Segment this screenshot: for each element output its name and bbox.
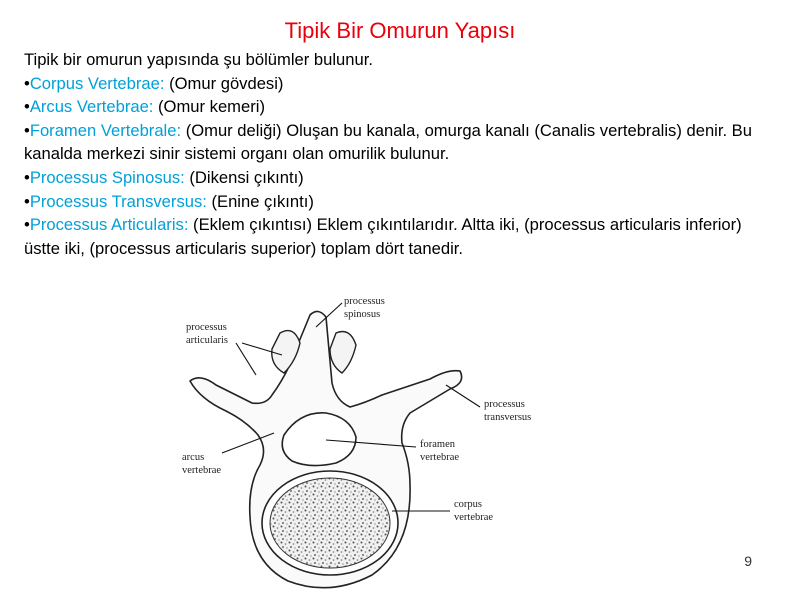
slide-title: Tipik Bir Omurun Yapısı — [284, 18, 516, 43]
label-arcus-1: arcus — [182, 452, 205, 463]
label-foramen-2: vertebrae — [420, 452, 460, 463]
term-articularis: Processus Articularis: — [29, 215, 189, 235]
label-corpus-2: vertebrae — [454, 512, 494, 523]
desc-spinosus: (Dikensi çıkıntı) — [184, 167, 304, 187]
list-item — [24, 166, 764, 190]
desc-foramen: (Omur deliği) Oluşan bu kanala, omurga kanalı (Canalis vertebralis) denir. Bu kanalda merkezi sinir sistemi organı olan omurilik bulunur. — [24, 120, 752, 164]
list-item — [24, 119, 764, 166]
intro-text: Tipik bir omurun yapısında şu bölümler bulunur. — [24, 50, 373, 69]
bullet: • — [24, 215, 30, 235]
desc-transversus: (Enine çıkıntı) — [206, 191, 314, 211]
bullet: • — [24, 97, 30, 117]
label-articularis-1: processus — [186, 322, 227, 333]
list-item — [24, 213, 764, 260]
bullet: • — [24, 120, 30, 140]
bullet: • — [24, 167, 30, 187]
vertebra-figure — [160, 285, 560, 600]
vertebra-illustration — [160, 285, 560, 600]
page-number: 9 — [744, 553, 752, 569]
desc-arcus: (Omur kemeri) — [153, 97, 265, 117]
term-corpus: Corpus Vertebrae: — [29, 73, 165, 93]
desc-articularis: (Eklem çıkıntısı) Eklem çıkıntılarıdır. Altta iki, (processus articularis inferior) üstte iki, (processus articularis superior) toplam dört tanedir. — [24, 215, 742, 258]
label-foramen-1: foramen — [420, 439, 455, 450]
corpus-spongy-bone — [270, 478, 390, 568]
label-spinosus-2: spinosus — [344, 309, 381, 320]
label-transversus-2: transversus — [484, 412, 532, 423]
label-articularis-2: articularis — [186, 335, 228, 346]
term-transversus: Processus Transversus: — [29, 191, 207, 211]
list-item — [24, 95, 764, 119]
slide-body — [24, 48, 764, 260]
bullet: • — [24, 73, 30, 93]
label-corpus-1: corpus — [454, 499, 482, 510]
list-item — [24, 72, 764, 96]
desc-corpus: (Omur gövdesi) — [164, 73, 284, 93]
label-spinosus-1: processus — [344, 296, 385, 307]
label-transversus-1: processus — [484, 399, 525, 410]
term-spinosus: Processus Spinosus: — [29, 167, 185, 187]
list-item — [24, 190, 764, 214]
label-arcus-2: vertebrae — [182, 465, 222, 476]
bullet: • — [24, 191, 30, 211]
term-arcus: Arcus Vertebrae: — [29, 97, 154, 117]
term-foramen: Foramen Vertebrale: — [29, 120, 182, 140]
